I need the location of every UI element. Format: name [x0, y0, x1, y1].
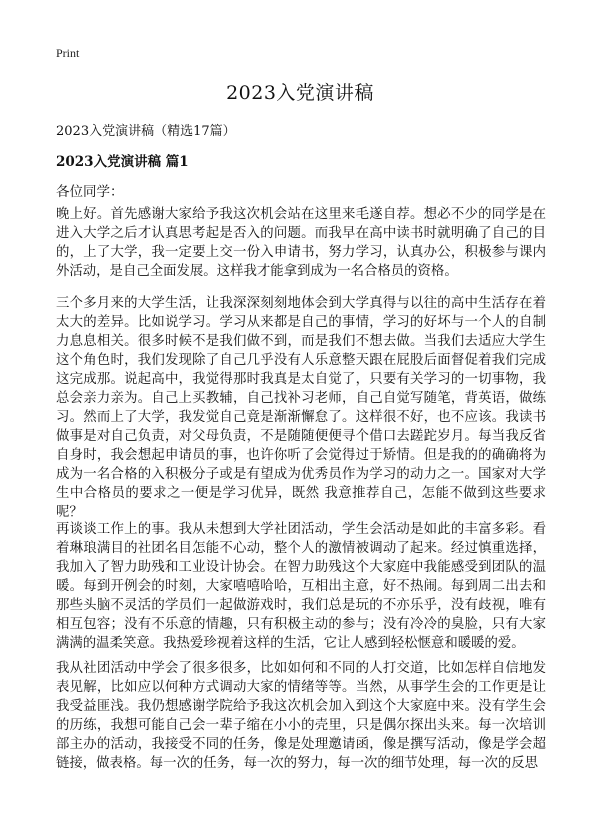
body-paragraph: 晚上好。首先感谢大家给予我这次机会站在这里来毛遂自荐。想必不少的同学是在进入大学之后才认真思考起是否入的问题。而我早在高中读书时就明确了自己的目的，上了大学，我一定要上交一份入申请书，努力学习，认真办公，积极参与课内外活动，是自己全面发展。这样我才能拿到成为一名合格员的资格。	[56, 207, 546, 279]
greeting: 各位同学：	[56, 184, 124, 200]
body-paragraph: 三个多月来的大学生活，让我深深刻刻地体会到大学真得与以往的高中生活存在着太大的差异。比如说学习。学习从来都是自己的事情，学习的好坏与一个人的自制力息息相关。很多时候不是我们做不到，而是我们不想去做。当我们去适应大学生这个角色时，我们发现除了自己几乎没有人乐意整天跟在屁股后面督促着我们完成这完成那。说起高中，我觉得那时我真是太自觉了，只要有关学习的一切事物，我总会亲力亲为。自己上买教辅，自己找补习老师，自己自觉写随笔，背英语，做练习。然而上了大学，我发觉自己竟是渐渐懈怠了。这样很不好，也不应该。我读书做事是对自己负责，对父母负责，不是随随便便寻个借口去蹉跎岁月。每当我反省自身时，我会想起申请员的事，也许你听了会觉得过于矫情。但是我的的确确将为成为一名合格的入积极分子或是有望成为优秀员作为学习的动力之一。国家对大学生中合格员的要求之一便是学习优异，既然 我意推荐自己，怎能不做到这些要求呢？	[56, 296, 546, 520]
print-link[interactable]: Print	[56, 46, 80, 60]
section-heading: 2023入党演讲稿 篇1	[56, 154, 189, 170]
body-paragraph: 再谈谈工作上的事。我从未想到大学社团活动，学生会活动是如此的丰富多彩。看着琳琅满目的社团名目怎能不心动，整个人的激情被调动了起来。经过慎重选择，我加入了智力助残和工业设计协会。在智力助残这个大家庭中我能感受到团队的温暖。每到开例会的时刻，大家嘻嘻哈哈，互相出主意，好不热闹。每到周二出去和那些头脑不灵活的学员们一起做游戏时，我们总是玩的不亦乐乎，没有歧视，唯有相互包容；没有不乐意的情趣，只有积极主动的参与；没有冷冷的臭脸，只有大家满满的温柔笑意。我热爱珍视着这样的生活，它让人感到轻松惬意和暖暖的爱。	[56, 522, 546, 651]
body-paragraph: 我从社团活动中学会了很多很多，比如如何和不同的人打交道，比如怎样自信地发表见解，比如应以何种方式调动大家的情绪等等。当然，从事学生会的工作更是让我受益匪浅。我仍想感谢学院给予我这次机会加入到这个大家庭中来。没有学生会的历练，我想可能自己会一辈子缩在小小的壳里，只是偶尔探出头来。每一次培训部主办的活动，我接受不同的任务，像是处理邀请函，像是撰写活动，像是学会超链接，做表格。每一次的任务，每一次的努力，每一次的细节处理，每一次的反思	[56, 661, 546, 771]
document-subtitle: 2023入党演讲稿（精选17篇）	[56, 124, 236, 139]
page-title: 2023入党演讲稿	[226, 82, 374, 104]
